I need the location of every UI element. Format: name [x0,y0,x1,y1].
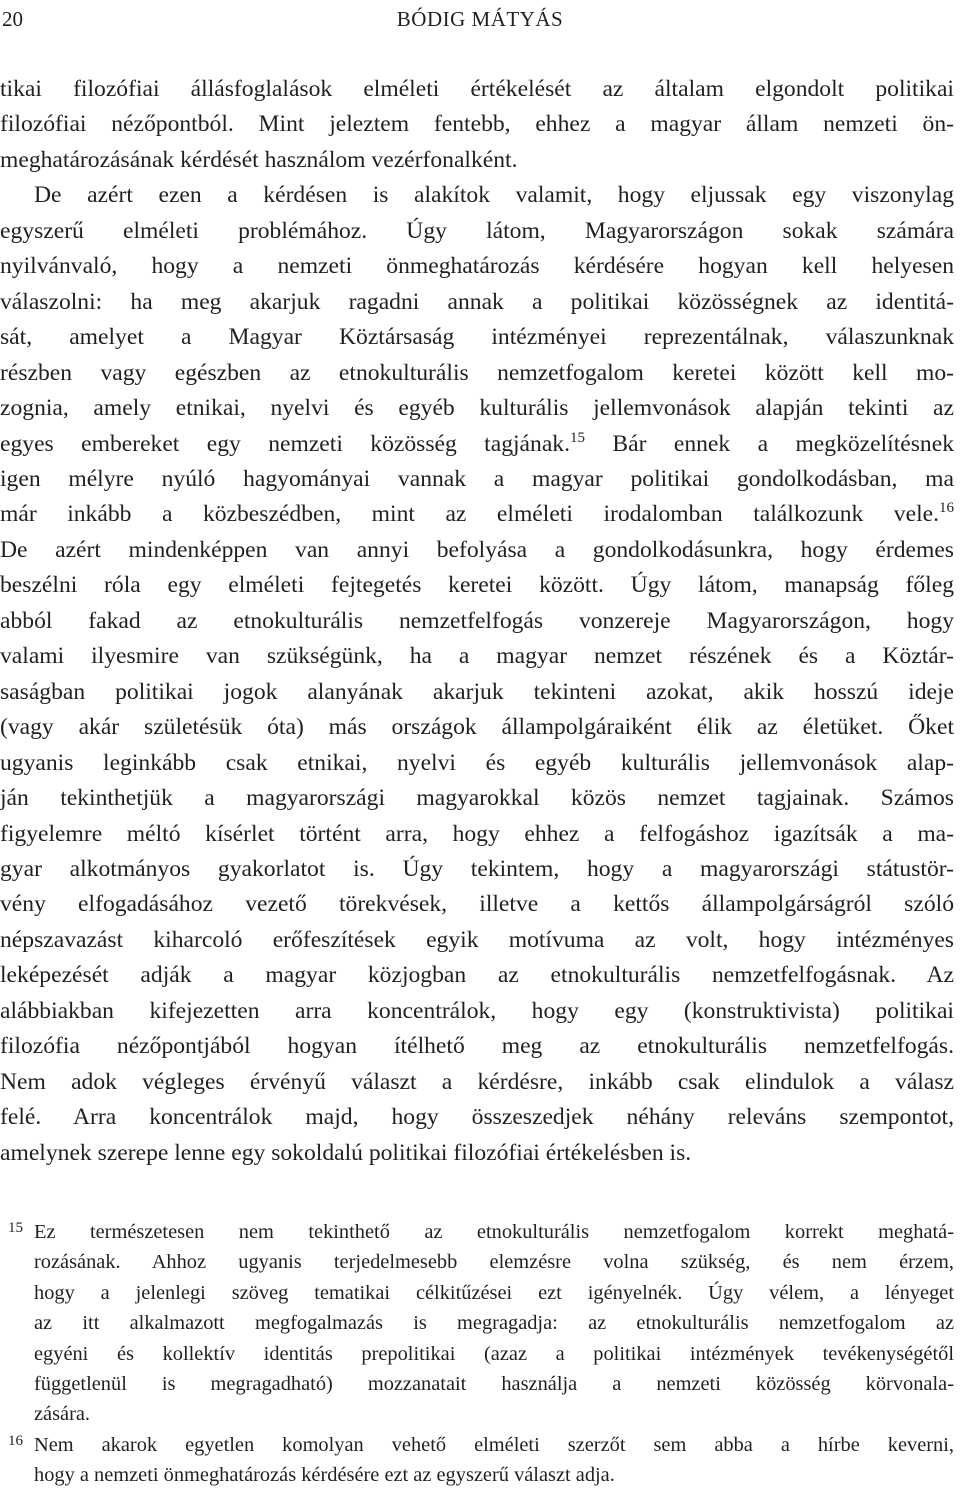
text-run: rozásának. Ahhoz ugyanis terjedelmesebb elemzésre volna szükség, és nem érzem, [34,1251,954,1274]
body-line [0,391,954,426]
text-run: már inkább a közbeszédben, mint az elméleti irodalomban találkozunk vele. [0,501,939,528]
text-run: hogy a jelenlegi szöveg tematikai célkitűzései ezt igényelnék. Úgy vélem, a lényeget [34,1281,954,1304]
footnote-line [34,1399,954,1429]
footnote-line [34,1339,954,1369]
text-run: amelynek szerepe lenne egy sokoldalú politikai filozófiai értékelésben is. [0,1139,692,1166]
text-run: leképezését adják a magyar közjogban az etnokulturális nemzetfelfogásnak. Az [0,962,954,989]
text-run: De azért mindenképpen van annyi befolyása a gondolkodásunkra, hogy érdemes [0,536,954,563]
body-text [0,72,954,1171]
body-line [0,178,954,213]
text-run: valami ilyesmire van szükségünk, ha a magyar nemzet részének és a Köztár- [0,643,954,670]
body-line [0,214,954,249]
text-run: Bár ennek a megközelítésnek [585,430,954,457]
body-line [0,781,954,816]
body-line [0,639,954,674]
running-head: BÓDIG MÁTYÁS [396,7,564,31]
text-run: részben vagy egészben az etnokulturális nemzetfogalom keretei között kell mo- [0,359,954,386]
body-line [0,746,954,781]
footnote [0,1430,954,1491]
text-run: vény elfogadásához vezető törekvések, illetve a kettős állampolgárságról szóló [0,891,954,918]
body-line [0,675,954,710]
text-run: figyelemre méltó kísérlet történt arra, hogy ehhez a felfogáshoz igazítsák a ma- [0,820,954,847]
footnote-line [34,1247,954,1277]
text-run: zására. [34,1403,91,1426]
body-line [0,72,954,107]
text-run: egyszerű elméleti problémához. Úgy látom, Magyarországon sokak számára [0,217,954,244]
text-run: Nem adok végleges érvényű választ a kérdésre, inkább csak elindulok a válasz [0,1068,954,1095]
body-line [0,356,954,391]
body-line [0,427,954,462]
body-line [0,1136,954,1171]
text-run: ugyanis leginkább csak etnikai, nyelvi és egyéb kulturális jellemvonások alap- [0,749,954,776]
body-line [0,958,954,993]
text-run: abból fakad az etnokulturális nemzetfelfogás vonzereje Magyarországon, hogy [0,607,954,634]
body-line [0,604,954,639]
text-run: hogy a nemzeti önmeghatározás kérdésére ezt az egyszerű választ adja. [34,1464,615,1487]
text-run: saságban politikai jogok alanyának akarjuk tekinteni azokat, akik hosszú ideje [0,678,954,705]
body-line [0,923,954,958]
text-run: filozófia nézőpontjából hogyan ítélhető meg az etnokulturális nemzetfelfogás. [0,1033,954,1060]
page-number: 20 [2,7,23,31]
text-run: népszavazást kiharcoló erőfeszítések egyik motívuma az volt, hogy intézményes [0,926,954,953]
text-run: zognia, amely etnikai, nyelvi és egyéb kulturális jellemvonások alapján tekinti az [0,395,954,422]
text-run: egyéni és kollektív identitás prepolitikai (azaz a politikai intézmények tevékenységétől [34,1342,954,1365]
footnote-line [34,1278,954,1308]
text-run: ján tekinthetjük a magyarországi magyarokkal közös nemzet tagjainak. Számos [0,785,954,812]
text-run: Nem akarok egyetlen komolyan vehető elméleti szerzőt sem abba a hírbe keverni, [34,1433,954,1456]
body-line [0,817,954,852]
text-run: egyes embereket egy nemzeti közösség tagjának. [0,430,570,457]
body-line [0,533,954,568]
body-line [0,143,954,178]
footnote-line [34,1369,954,1399]
footnote-reference[interactable]: 15 [570,429,585,446]
page-header [0,2,960,36]
footnote-number: 16 [8,1432,23,1449]
text-run: meghatározásának kérdését használom vezérfonalként. [0,146,518,173]
footnote-line [34,1308,954,1338]
body-line [0,1065,954,1100]
body-line [0,710,954,745]
text-run: tikai filozófiai állásfoglalások elméleti értékelését az általam elgondolt politikai [0,76,954,102]
text-run: filozófiai nézőpontból. Mint jeleztem fentebb, ehhez a magyar állam nemzeti ön- [0,111,954,138]
text-run: felé. Arra koncentrálok majd, hogy összeszedjek néhány releváns szempontot, [0,1104,954,1131]
text-run: függetlenül is megragadható) mozzanatait használja a nemzeti közösség körvonala- [34,1373,954,1396]
body-line [0,1100,954,1135]
body-line [0,994,954,1029]
text-run: beszélni róla egy elméleti fejtegetés keretei között. Úgy látom, manapság főleg [0,572,954,599]
text-run: alábbiakban kifejezetten arra koncentrálok, hogy egy (konstruktivista) politikai [0,997,954,1024]
footnote-line [34,1217,954,1247]
body-line [0,852,954,887]
text-run: sát, amelyet a Magyar Köztársaság intézményei reprezentálnak, válaszunknak [0,324,954,351]
text-run: igen mélyre nyúló hagyományai vannak a magyar politikai gondolkodásban, ma [0,465,954,492]
body-line [0,285,954,320]
text-run: az itt alkalmazott megfogalmazás is megragadja: az etnokulturális nemzetfogalom az [34,1312,954,1335]
body-line [0,497,954,532]
body-line [0,568,954,603]
body-line [0,249,954,284]
footnote-line [34,1430,954,1460]
text-run: gyar alkotmányos gyakorlatot is. Úgy tekintem, hogy a magyarországi státustör- [0,855,954,882]
body-line [0,107,954,142]
body-line [0,887,954,922]
footnote [0,1217,954,1430]
footnote-reference[interactable]: 16 [939,500,954,517]
footnote-number: 15 [8,1220,23,1236]
text-run: De azért ezen a kérdésen is alakítok valamit, hogy eljussak egy viszonylag [34,182,954,209]
body-line [0,320,954,355]
footnote-line [34,1460,954,1490]
body-line [0,462,954,497]
text-run: (vagy akár születésük óta) más országok állampolgáraiként élik az életüket. Őket [0,714,954,741]
body-line [0,1029,954,1064]
text-run: Ez természetesen nem tekinthető az etnokulturális nemzetfogalom korrekt meghatá- [34,1221,954,1243]
footnotes [0,1217,954,1491]
text-run: válaszolni: ha meg akarjuk ragadni annak a politikai közösségnek az identitá- [0,288,954,315]
text-run: nyilvánvaló, hogy a nemzeti önmeghatározás kérdésére hogyan kell helyesen [0,253,954,280]
